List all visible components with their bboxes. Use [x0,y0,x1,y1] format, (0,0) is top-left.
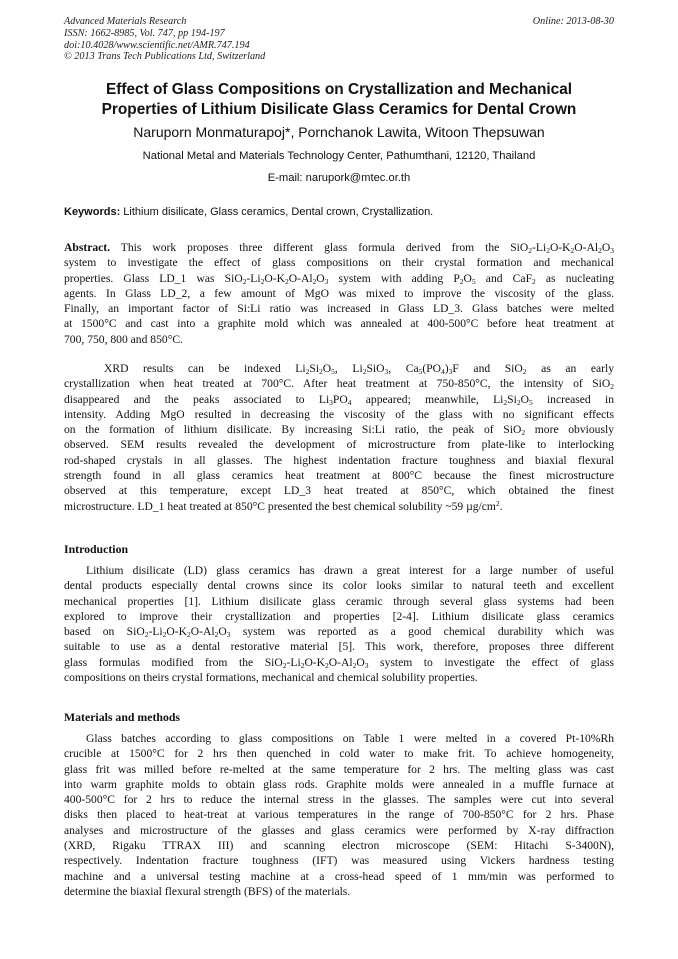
journal-name: Advanced Materials Research [64,16,187,27]
text-line: glass formulas modified from the $SiO_2-Li_2O-K_2O-Al_2O_3$ system to investigate the effect of glass [64,655,614,670]
text-line: mechanical properties [1]. Lithium disilicate glass ceramic through several glass systems had been [64,594,614,608]
doi-line: doi:10.4028/www.scientific.net/AMR.747.194 [64,39,250,51]
keywords [64,205,433,220]
text-line: compositions on theirs crystal formations, mechanical and chemical solubility properties. [64,671,478,685]
text-line: Lithium disilicate (LD) glass ceramics has drawn a great interest for a large number of useful [86,564,614,577]
journal-meta [64,16,265,63]
text-span: crystallization when heat treated at 700°C. After heat treatment at 750-850°C, the intensity of SiO [64,377,611,391]
text-span: , Li [334,362,363,375]
text-line: disappeared and the peaks associated to $Li_3PO_4$ appeared; meanwhile, $Li_2Si_2O_5$ increased in [64,392,614,407]
text-span: XRD results can be indexed Li [104,362,306,375]
title-line-2: Properties of Lithium Disilicate Glass Ceramics for Dental Crown [101,100,577,118]
introduction-heading: Introduction [64,542,129,556]
text-span: appeared; meanwhile, Li [351,392,504,406]
text-line: analyses and microstructure of the glasses and glass ceramics were performed by X-ray diffraction [64,823,614,837]
text-line: determine the biaxial flexural strength (BFS) of the materials. [64,884,351,898]
abstract-paragraph-1 [64,240,614,347]
text-span: system was reported as a good chemical durability which was [230,625,614,639]
text-line: observed. SEM results revealed the development of microstructure from plate-like to interlocking [64,438,614,452]
text-span: glass formulas modified from the SiO [64,655,283,669]
introduction-paragraph [64,563,614,685]
text-line: 700, 750, 800 and 850°C. [64,332,183,346]
text-line: rod-shaped crystals in all glasses. The highest indentation fracture toughness and biaxial flexural [64,453,614,467]
text-span: system to investigate the effect of glass [368,655,614,669]
text-line: 400-500°C for 2 hrs to reduce the internal stress in the glasses. The samples were cut into several [64,793,614,807]
paper-title [40,80,638,119]
text-line: into warm graphite molds to obtain glass rods. Graphite molds were annealed in a muffle furnace at [64,777,614,791]
text-line: Abstract. This work proposes three different glass formula derived from the $SiO_2-Li_2O-K_2O-Al_2O_3$ [64,241,614,255]
affiliation: National Metal and Materials Technology Center, Pathumthani, 12120, Thailand [142,150,536,162]
abstract-paragraph-2 [64,361,614,514]
title-line-1: Effect of Glass Compositions on Crystallization and Mechanical [105,81,573,98]
text-span: on the formation of lithium disilicate. By increasing Si:Li ratio, the peak of SiO [64,423,522,437]
text-line: based on $SiO_2-Li_2O-K_2O-Al_2O_3$ system was reported as a good chemical durability which was [64,625,614,640]
text-line: Glass batches according to glass compositions on Table 1 were melted in a covered Pt-10%Rh [86,732,614,745]
text-line: crucible at 1500°C for 2 hrs then quenched in cold water to make frit. To achieve homogeneity, [64,747,614,761]
text-line: machine and a universal testing machine at a cross-head speed of 1 mm/min was performed to [64,869,614,883]
text-span: F and SiO [452,362,523,375]
text-line: respectively. Indentation fracture toughness (IFT) was measured using Vickers hardness testing [64,854,614,868]
text-span: , Ca [388,362,419,375]
text-line: microstructure. LD_1 heat treated at 850°C presented the best chemical solubility ~59 $\mu g/cm^2$. [64,498,503,513]
text-line: observed at this temperature, except LD_3 heat treated at 850°C, which obtained the finest [64,484,614,498]
text-span: system with adding P [328,271,460,285]
text-span: This work proposes three different glass formula derived from the SiO [110,241,529,254]
text-span: and CaF [475,271,533,285]
text-line: system to investigate the effect of glass compositions on their crystal formation and mechanical [64,256,614,270]
author-list: Naruporn Monmaturapoj*, Pornchanok Lawita, Witoon Thepsuwan [133,124,545,140]
keywords-label: Keywords: [64,206,121,218]
text-span: increased in [532,392,614,406]
text-line: agents. In Glass LD_2, a few amount of MgO was mixed to improve the viscosity of the glass. [64,286,614,300]
text-line: on the formation of lithium disilicate. By increasing Si:Li ratio, the peak of SiO$_2$ more obviously [64,423,614,438]
text-line: at 1500°C and cast into a graphite mold which was annealed at 400-500°C before heat treatment at [64,317,614,331]
online-date: Online: 2013-08-30 [532,16,614,27]
text-line: explored to improve their crystallization and properties [2-4]. Lithium disilicate glass ceramics [64,609,614,623]
contact-email: E-mail: narupork@mtec.or.th [267,172,411,184]
text-line: XRD results can be indexed $Li_2Si_2O_5$, $Li_2SiO_3$, $Ca_5(PO_4)_3F$ and SiO$_2$ as an early [104,362,615,376]
text-line: glass frit was milled before re-melted at the same temperature for 2 hrs. The melting glass was cast [64,762,614,776]
text-line: (XRD, Rigaku TTRAX III) and scanning electron microscope (SEM: Hitachi S-3400N), [64,839,614,853]
text-span: disappeared and the peaks associated to Li [64,392,330,406]
text-line: intensity. Adding MgO resulted in decreasing the viscosity of the glass with no significant effects [64,407,614,421]
text-span: . [499,499,503,513]
text-line: dental products especially dental crowns since its color looks similar to natural teeth and excellent [64,579,614,593]
text-line: properties. Glass LD_1 was $SiO_2-Li_2O-K_2O-Al_2O_3$ system with adding $P_2O_5$ and CaF$_2$ as nucleating [64,271,614,286]
methods-heading: Materials and methods [64,710,180,724]
text-span: as nucleating [535,271,614,285]
text-span: based on SiO [64,625,145,639]
issn-line: ISSN: 1662-8985, Vol. 747, pp 194-197 [64,27,225,39]
abstract-label: Abstract. [64,241,111,254]
text-span: more obviously [525,423,614,437]
text-span: as an early [526,362,615,375]
keywords-text: Lithium disilicate, Glass ceramics, Dental crown, Crystallization. [120,206,434,218]
text-span: properties. Glass LD_1 was SiO [64,271,243,285]
copyright-line: © 2013 Trans Tech Publications Ltd, Switzerland [64,51,266,63]
text-line: crystallization when heat treated at 700°C. After heat treatment at 750-850°C, the intensity of SiO$_2$ [64,377,614,392]
text-line: suitable to use as a dental restorative material [5]. This work, therefore, proposes three different [64,640,614,654]
methods-paragraph [64,731,614,899]
text-line: disks then placed to heat-treat at various temperatures in the range of 700-850°C for 2 hrs. Phase [64,808,614,822]
text-line: strength found in all glass ceramics heat treatment at 800°C because the finest microstructure [64,469,614,483]
text-line: Finally, an important factor of Si:Li ratio was increased in Glass LD_3. Glass batches were melted [64,302,614,316]
text-span: microstructure. LD_1 heat treated at 850°C presented the best chemical solubility ~59 µg/cm [64,499,496,513]
